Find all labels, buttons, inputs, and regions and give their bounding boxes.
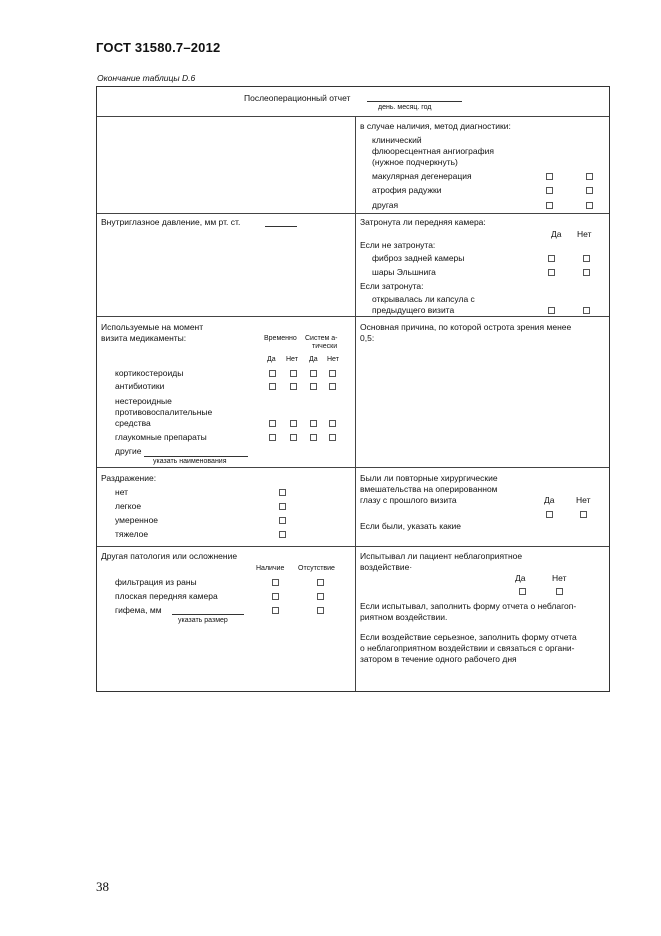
med-item: антибиотики	[115, 381, 165, 391]
repeat-yes-checkbox[interactable]	[546, 511, 553, 518]
adverse-no-header: Нет	[552, 573, 567, 583]
med-checkbox[interactable]	[329, 420, 336, 427]
irritation-checkbox[interactable]	[279, 489, 286, 496]
meds-sys-no: Нет	[327, 356, 339, 363]
repeat-which-label: Если были, указать какие	[360, 521, 462, 531]
med-checkbox[interactable]	[310, 383, 317, 390]
pathology-item: плоская передняя камера	[115, 591, 218, 601]
diag-no-checkbox[interactable]	[586, 173, 593, 180]
adverse-instruction-1-l2: риятном воздействии.	[360, 612, 448, 622]
med-checkbox[interactable]	[310, 370, 317, 377]
hyphema-size-hint: указать размер	[178, 617, 228, 624]
med-checkbox[interactable]	[290, 370, 297, 377]
row-divider	[97, 467, 609, 468]
pathology-item: гифема, мм	[115, 605, 162, 615]
med-checkbox[interactable]	[269, 420, 276, 427]
pathology-present-checkbox[interactable]	[272, 607, 279, 614]
other-meds-label: другие	[115, 446, 142, 456]
capsule-no-checkbox[interactable]	[583, 307, 590, 314]
chamber-no-checkbox[interactable]	[583, 255, 590, 262]
column-divider	[355, 116, 356, 691]
med-checkbox[interactable]	[290, 434, 297, 441]
hyphema-size-line[interactable]	[172, 614, 244, 615]
diag-yes-checkbox[interactable]	[546, 187, 553, 194]
irritation-checkbox[interactable]	[279, 517, 286, 524]
diag-fluorescein: флюоресцентная ангиография	[372, 146, 494, 156]
diagnostic-method-label: в случае наличия, метод диагностики:	[360, 121, 511, 131]
pathology-present-checkbox[interactable]	[272, 593, 279, 600]
pathology-item: фильтрация из раны	[115, 577, 197, 587]
adverse-yes-header: Да	[515, 573, 526, 583]
report-title: Послеоперационный отчет	[244, 93, 351, 103]
pathology-present-header: Наличие	[256, 565, 285, 572]
chamber-no-header: Нет	[577, 229, 592, 239]
glaucoma-label: глаукомные препараты	[115, 432, 207, 442]
med-checkbox[interactable]	[290, 383, 297, 390]
med-checkbox[interactable]	[269, 370, 276, 377]
adverse-instruction-2-l2: о неблагоприятном воздействии и связаться с органи-	[360, 643, 575, 653]
irritation-checkbox[interactable]	[279, 503, 286, 510]
med-checkbox[interactable]	[269, 383, 276, 390]
irritation-item: легкое	[115, 501, 142, 511]
chamber-question: Затронута ли передняя камера:	[360, 217, 486, 227]
repeat-surgery-l1: Были ли повторные хирургические	[360, 473, 498, 483]
diag-underline-note: (нужное подчеркнуть)	[372, 157, 458, 167]
meds-sys-yes: Да	[309, 356, 318, 363]
repeat-yes-header: Да	[544, 495, 555, 505]
meds-label-l2: визита медикаменты:	[101, 333, 187, 343]
meds-systemic-header-l1: Систем а-	[305, 335, 338, 342]
chamber-if-yes: Если затронута:	[360, 281, 424, 291]
diag-no-checkbox[interactable]	[586, 202, 593, 209]
chamber-yes-checkbox[interactable]	[548, 269, 555, 276]
adverse-no-checkbox[interactable]	[556, 588, 563, 595]
meds-label-l1: Используемые на момент	[101, 322, 204, 332]
nsaid-label-l1: нестероидные	[115, 396, 172, 406]
chamber-item: шары Эльшнига	[372, 267, 436, 277]
diag-yes-checkbox[interactable]	[546, 173, 553, 180]
med-item: кортикостероиды	[115, 368, 184, 378]
chamber-if-not: Если не затронута:	[360, 240, 436, 250]
repeat-no-checkbox[interactable]	[580, 511, 587, 518]
document-code: ГОСТ 31580.7–2012	[96, 40, 221, 55]
adverse-instruction-1-l1: Если испытывал, заполнить форму отчета о неблагоп-	[360, 601, 577, 611]
chamber-yes-checkbox[interactable]	[548, 255, 555, 262]
pathology-label: Другая патология или осложнение	[101, 551, 238, 561]
irritation-checkbox[interactable]	[279, 531, 286, 538]
report-date-hint: день. месяц. год	[378, 104, 432, 111]
iop-label: Внутриглазное давление, мм рт. ст.	[101, 217, 241, 227]
report-date-line[interactable]	[367, 101, 462, 102]
med-checkbox[interactable]	[310, 420, 317, 427]
acuity-reason-l2: 0,5:	[360, 333, 375, 343]
nsaid-label-l3: средства	[115, 418, 151, 428]
diag-clinical: клинический	[372, 135, 422, 145]
med-checkbox[interactable]	[290, 420, 297, 427]
adverse-instruction-2-l1: Если воздействие серьезное, заполнить форму отчета	[360, 632, 577, 642]
irritation-item: тяжелое	[115, 529, 149, 539]
row-divider	[97, 116, 609, 117]
irritation-label: Раздражение:	[101, 473, 157, 483]
diag-item: макулярная дегенерация	[372, 171, 472, 181]
iop-input-line[interactable]	[265, 226, 297, 227]
irritation-item: нет	[115, 487, 129, 497]
other-meds-input-line[interactable]	[144, 456, 248, 457]
diag-yes-checkbox[interactable]	[546, 202, 553, 209]
meds-temp-yes: Да	[267, 356, 276, 363]
adverse-question-l1: Испытывал ли пациент неблагоприятное	[360, 551, 523, 561]
repeat-surgery-l2: вмешательства на оперированном	[360, 484, 498, 494]
chamber-item: фиброз задней камеры	[372, 253, 465, 263]
capsule-question-l1: открывалась ли капсула с	[372, 294, 475, 304]
capsule-question-l2: предыдущего визита	[372, 305, 455, 315]
pathology-absent-checkbox[interactable]	[317, 593, 324, 600]
table-continuation-caption: Окончание таблицы D.6	[97, 73, 196, 83]
med-checkbox[interactable]	[329, 383, 336, 390]
other-meds-hint: указать наименования	[153, 458, 227, 465]
row-divider	[97, 316, 609, 317]
capsule-yes-checkbox[interactable]	[548, 307, 555, 314]
diag-item: атрофия радужки	[372, 185, 442, 195]
adverse-question-l2: воздействие·	[360, 562, 413, 572]
pathology-present-checkbox[interactable]	[272, 579, 279, 586]
nsaid-label-l2: противовоспалительные	[115, 407, 213, 417]
row-divider	[97, 546, 609, 547]
chamber-no-checkbox[interactable]	[583, 269, 590, 276]
chamber-yes-header: Да	[551, 229, 562, 239]
adverse-yes-checkbox[interactable]	[519, 588, 526, 595]
diag-item: другая	[372, 200, 399, 210]
pathology-absent-checkbox[interactable]	[317, 607, 324, 614]
irritation-item: умеренное	[115, 515, 159, 525]
repeat-surgery-l3: глазу с прошлого визита	[360, 495, 457, 505]
med-checkbox[interactable]	[329, 370, 336, 377]
repeat-no-header: Нет	[576, 495, 591, 505]
pathology-absent-header: Отсутствие	[298, 565, 335, 572]
meds-temporary-header: Временно	[264, 335, 297, 342]
page-number: 38	[96, 879, 109, 894]
row-divider	[97, 213, 609, 214]
adverse-instruction-2-l3: затором в течение одного рабочего дня	[360, 654, 517, 664]
meds-systemic-header-l2: тически	[312, 343, 338, 350]
acuity-reason-l1: Основная причина, по которой острота зрения менее	[360, 322, 572, 332]
med-checkbox[interactable]	[269, 434, 276, 441]
pathology-absent-checkbox[interactable]	[317, 579, 324, 586]
med-checkbox[interactable]	[329, 434, 336, 441]
meds-temp-no: Нет	[286, 356, 298, 363]
med-checkbox[interactable]	[310, 434, 317, 441]
diag-no-checkbox[interactable]	[586, 187, 593, 194]
